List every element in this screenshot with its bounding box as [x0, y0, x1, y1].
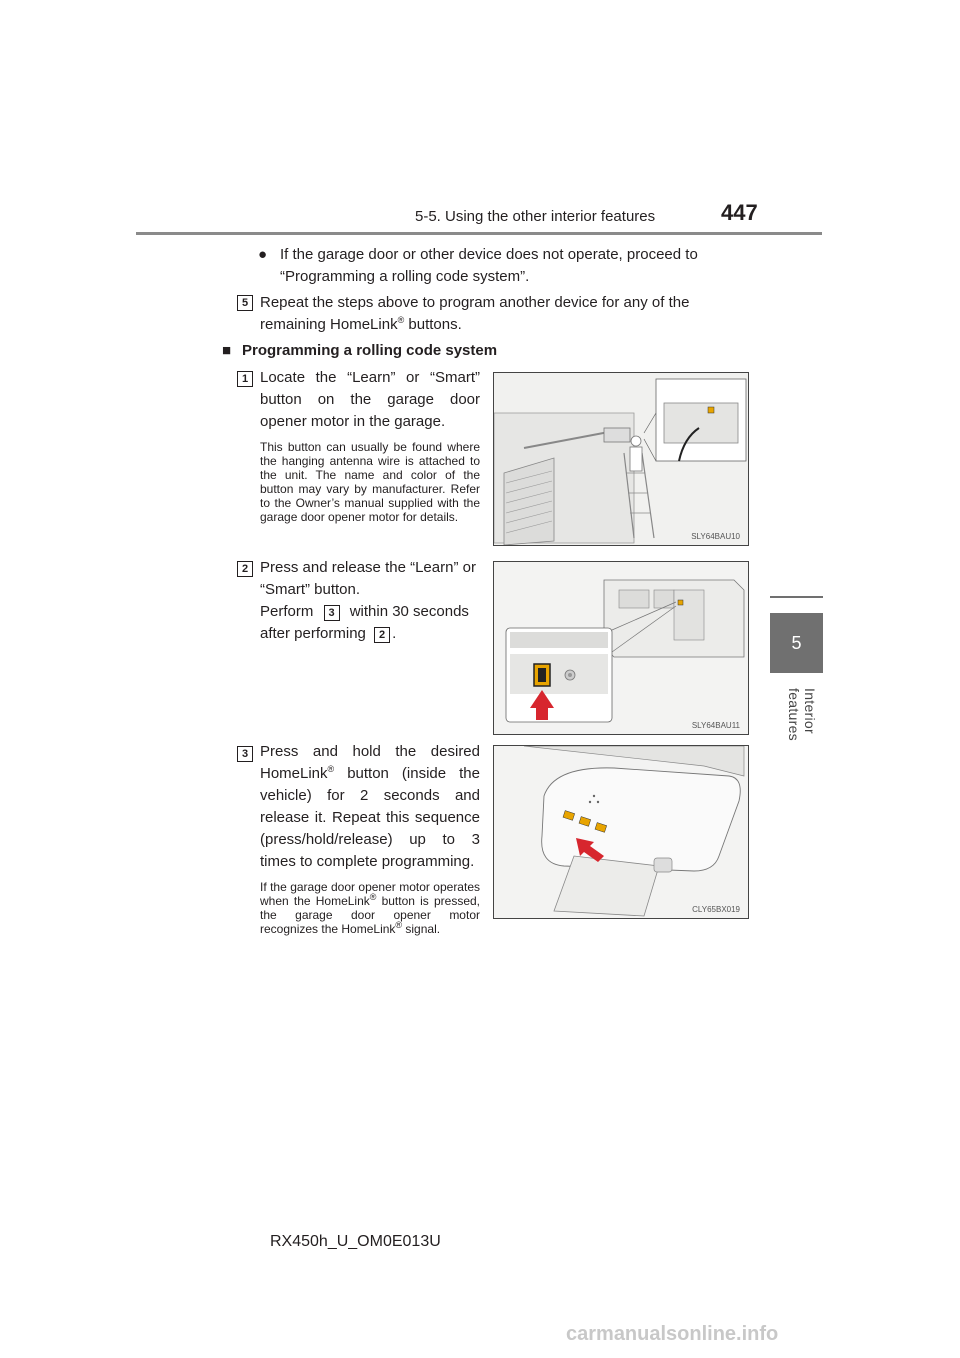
figure-code-3: CLY65BX019 [692, 905, 740, 914]
step3-note: If the garage door opener motor operates when the HomeLink® button is pressed, the garage door opener motor recognizes the HomeLink® signal. [260, 880, 481, 936]
page-number: 447 [721, 200, 758, 225]
section-title: 5-5. Using the other interior features [415, 208, 656, 225]
step-badge-3: 3 [237, 746, 253, 762]
homelink-mirror-figure [493, 745, 749, 919]
tab-divider [770, 596, 823, 598]
step2-main: Press and release the “Learn” or “Smart” button. [260, 559, 476, 598]
header-rule [136, 232, 822, 235]
step-badge-2: 2 [237, 561, 253, 577]
square-bullet-icon: ■ [222, 342, 232, 359]
model-code-footer: RX450h_U_OM0E013U [270, 1233, 441, 1250]
garage-opener-figure [493, 372, 749, 546]
step1-note: This button can usually be found where the hanging antenna wire is attached to the unit. The name and color of the button may vary by manufacturer. Refer to the Owner’s manual supplied with the garage door opener motor for details. [260, 440, 480, 524]
step1-main: Locate the “Learn” or “Smart” button on the garage door opener motor in the garage. [260, 369, 480, 430]
perform-end: . [392, 625, 397, 642]
figure-code-2: SLY64BAU11 [691, 721, 740, 730]
perform-prefix: Perform [260, 603, 314, 620]
step-ref-3: 3 [324, 605, 340, 621]
chapter-title: Interior features [786, 688, 818, 741]
mirror-illustration [494, 746, 749, 919]
step-ref-2: 2 [374, 627, 390, 643]
garage-illustration [494, 373, 749, 546]
step2-perform [260, 601, 482, 645]
learn-button-figure [493, 561, 749, 735]
chapter-title-vertical [786, 688, 818, 788]
figure-code-1: SLY64BAU10 [691, 532, 740, 541]
bullet-icon: ● [258, 246, 268, 263]
chapter-tab[interactable]: 5 [770, 613, 823, 673]
intro-bullet-text: If the garage door or other device does not operate, proceed to “Programming a rolling code system”. [280, 246, 698, 285]
step-badge-1: 1 [237, 371, 253, 387]
learn-button-illustration [494, 562, 749, 735]
perform-mid: within 30 seconds after performing [260, 603, 469, 642]
step3-main: Press and hold the desired HomeLink® button (inside the vehicle) for 2 seconds and release it. Repeat this sequence (press/hold/release) up to 3 times to complete programming. [260, 743, 480, 870]
step-badge-5: 5 [237, 295, 253, 311]
step5-text: Repeat the steps above to program another device for any of the remaining HomeLink® buttons. [260, 294, 690, 333]
watermark-text[interactable]: carmanualsonline.info [566, 1323, 779, 1345]
section-heading: Programming a rolling code system [242, 342, 498, 359]
